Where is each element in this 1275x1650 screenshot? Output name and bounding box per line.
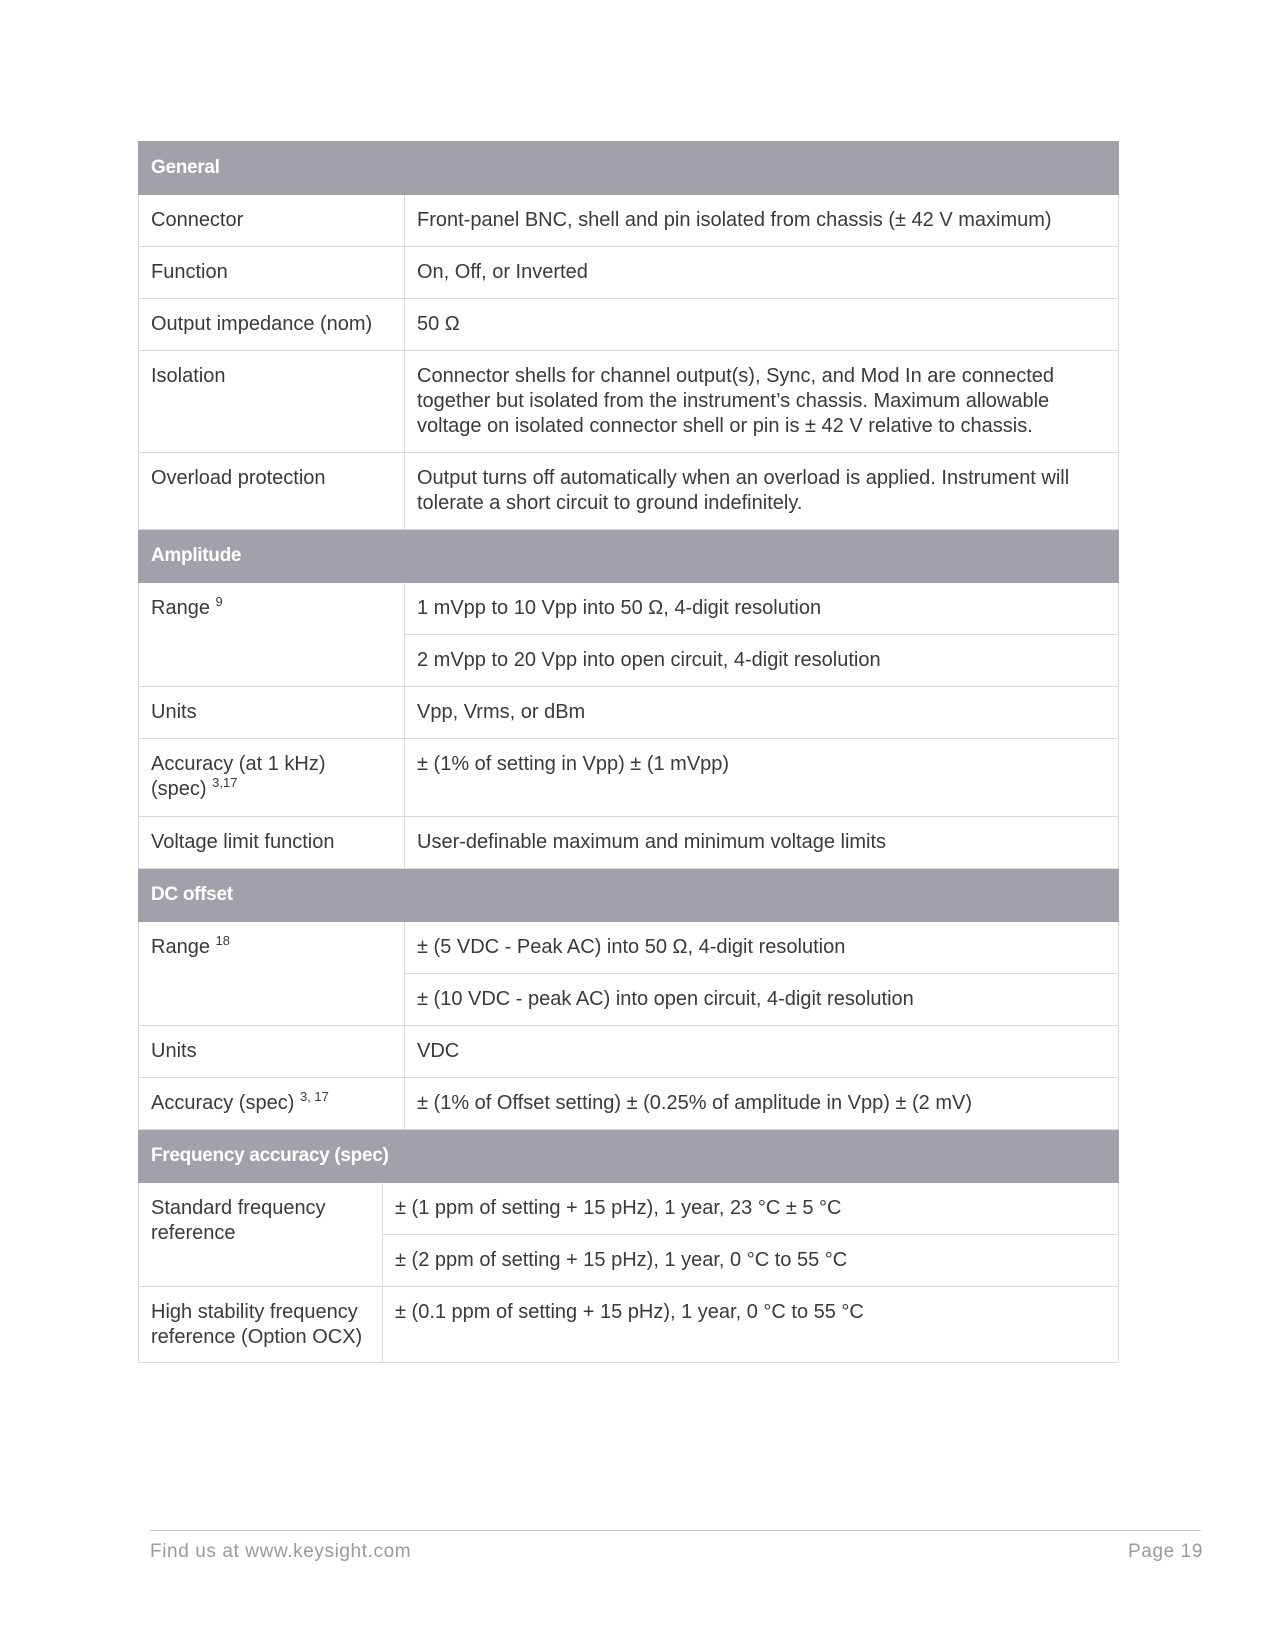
row-value: 2 mVpp to 20 Vpp into open circuit, 4-digit resolution bbox=[405, 635, 1119, 687]
row-label-range bbox=[139, 583, 405, 687]
footer-page-number: Page 19 bbox=[1128, 1541, 1203, 1562]
row-label: Output impedance (nom) bbox=[139, 299, 405, 351]
row-label: Function bbox=[139, 247, 405, 299]
row-label: Standard frequency reference bbox=[139, 1183, 383, 1287]
table-row bbox=[139, 453, 1119, 530]
row-label: Voltage limit function bbox=[139, 817, 405, 869]
section-title: General bbox=[139, 142, 1119, 195]
row-label: Isolation bbox=[139, 351, 405, 453]
row-value: Front-panel BNC, shell and pin isolated from chassis (± 42 V maximum) bbox=[405, 195, 1119, 247]
row-value: ± (10 VDC - peak AC) into open circuit, 4-digit resolution bbox=[405, 974, 1119, 1026]
row-value: VDC bbox=[405, 1026, 1119, 1078]
table-row bbox=[139, 583, 1119, 635]
label-text: (spec) bbox=[151, 778, 207, 800]
table-row bbox=[139, 195, 1119, 247]
row-label: Connector bbox=[139, 195, 405, 247]
row-value: On, Off, or Inverted bbox=[405, 247, 1119, 299]
row-value: 1 mVpp to 10 Vpp into 50 Ω, 4-digit resolution bbox=[405, 583, 1119, 635]
row-value: ± (0.1 ppm of setting + 15 pHz), 1 year, 0 °C to 55 °C bbox=[383, 1287, 1119, 1363]
footer-divider bbox=[150, 1530, 1201, 1531]
table-row bbox=[139, 817, 1119, 869]
row-value: User-definable maximum and minimum voltage limits bbox=[405, 817, 1119, 869]
row-value: Connector shells for channel output(s), Sync, and Mod In are connected together but isolated from the instrument’s chassis. Maximum allowable voltage on isolated connector shell or pin is ± 42 V relative to chassis. bbox=[405, 351, 1119, 453]
table-row bbox=[139, 247, 1119, 299]
table-row bbox=[139, 351, 1119, 453]
row-label-accuracy bbox=[139, 1078, 405, 1130]
row-label-range bbox=[139, 922, 405, 1026]
row-label: Overload protection bbox=[139, 453, 405, 530]
footnote-ref: 9 bbox=[215, 594, 223, 609]
footer-website: Find us at www.keysight.com bbox=[150, 1541, 412, 1562]
table-row bbox=[139, 1026, 1119, 1078]
row-label: High stability frequency reference (Option OCX) bbox=[139, 1287, 383, 1363]
section-header-amplitude bbox=[139, 530, 1119, 583]
section-title: Frequency accuracy (spec) bbox=[139, 1130, 1119, 1183]
label-text: Range bbox=[151, 597, 210, 619]
row-value: ± (5 VDC - Peak AC) into 50 Ω, 4-digit resolution bbox=[405, 922, 1119, 974]
row-value: ± (2 ppm of setting + 15 pHz), 1 year, 0 °C to 55 °C bbox=[383, 1235, 1119, 1287]
row-value: Vpp, Vrms, or dBm bbox=[405, 687, 1119, 739]
table-row bbox=[139, 687, 1119, 739]
section-header-general bbox=[139, 142, 1119, 195]
row-value: 50 Ω bbox=[405, 299, 1119, 351]
row-label-accuracy bbox=[139, 739, 405, 817]
table-row bbox=[139, 1078, 1119, 1130]
table-row bbox=[139, 922, 1119, 974]
label-text: Accuracy (spec) bbox=[151, 1092, 295, 1114]
label-text: Accuracy (at 1 kHz) bbox=[151, 753, 326, 775]
footnote-ref: 3,17 bbox=[212, 775, 238, 790]
table-row bbox=[139, 739, 1119, 817]
row-label: Units bbox=[139, 1026, 405, 1078]
table-row bbox=[139, 1183, 1119, 1235]
row-value: ± (1% of setting in Vpp) ± (1 mVpp) bbox=[405, 739, 1119, 817]
table-row bbox=[139, 299, 1119, 351]
footnote-ref: 18 bbox=[215, 933, 230, 948]
row-label: Units bbox=[139, 687, 405, 739]
row-value: Output turns off automatically when an overload is applied. Instrument will tolerate a short circuit to ground indefinitely. bbox=[405, 453, 1119, 530]
footnote-ref: 3, 17 bbox=[299, 1089, 329, 1104]
row-value: ± (1% of Offset setting) ± (0.25% of amplitude in Vpp) ± (2 mV) bbox=[405, 1078, 1119, 1130]
section-header-dc-offset bbox=[139, 869, 1119, 922]
label-text: Range bbox=[151, 936, 210, 958]
section-title: DC offset bbox=[139, 869, 1119, 922]
section-title: Amplitude bbox=[139, 530, 1119, 583]
table-row bbox=[139, 1287, 1119, 1363]
specifications-table bbox=[138, 141, 1119, 1363]
section-header-frequency-accuracy bbox=[139, 1130, 1119, 1183]
row-value: ± (1 ppm of setting + 15 pHz), 1 year, 23 °C ± 5 °C bbox=[383, 1183, 1119, 1235]
